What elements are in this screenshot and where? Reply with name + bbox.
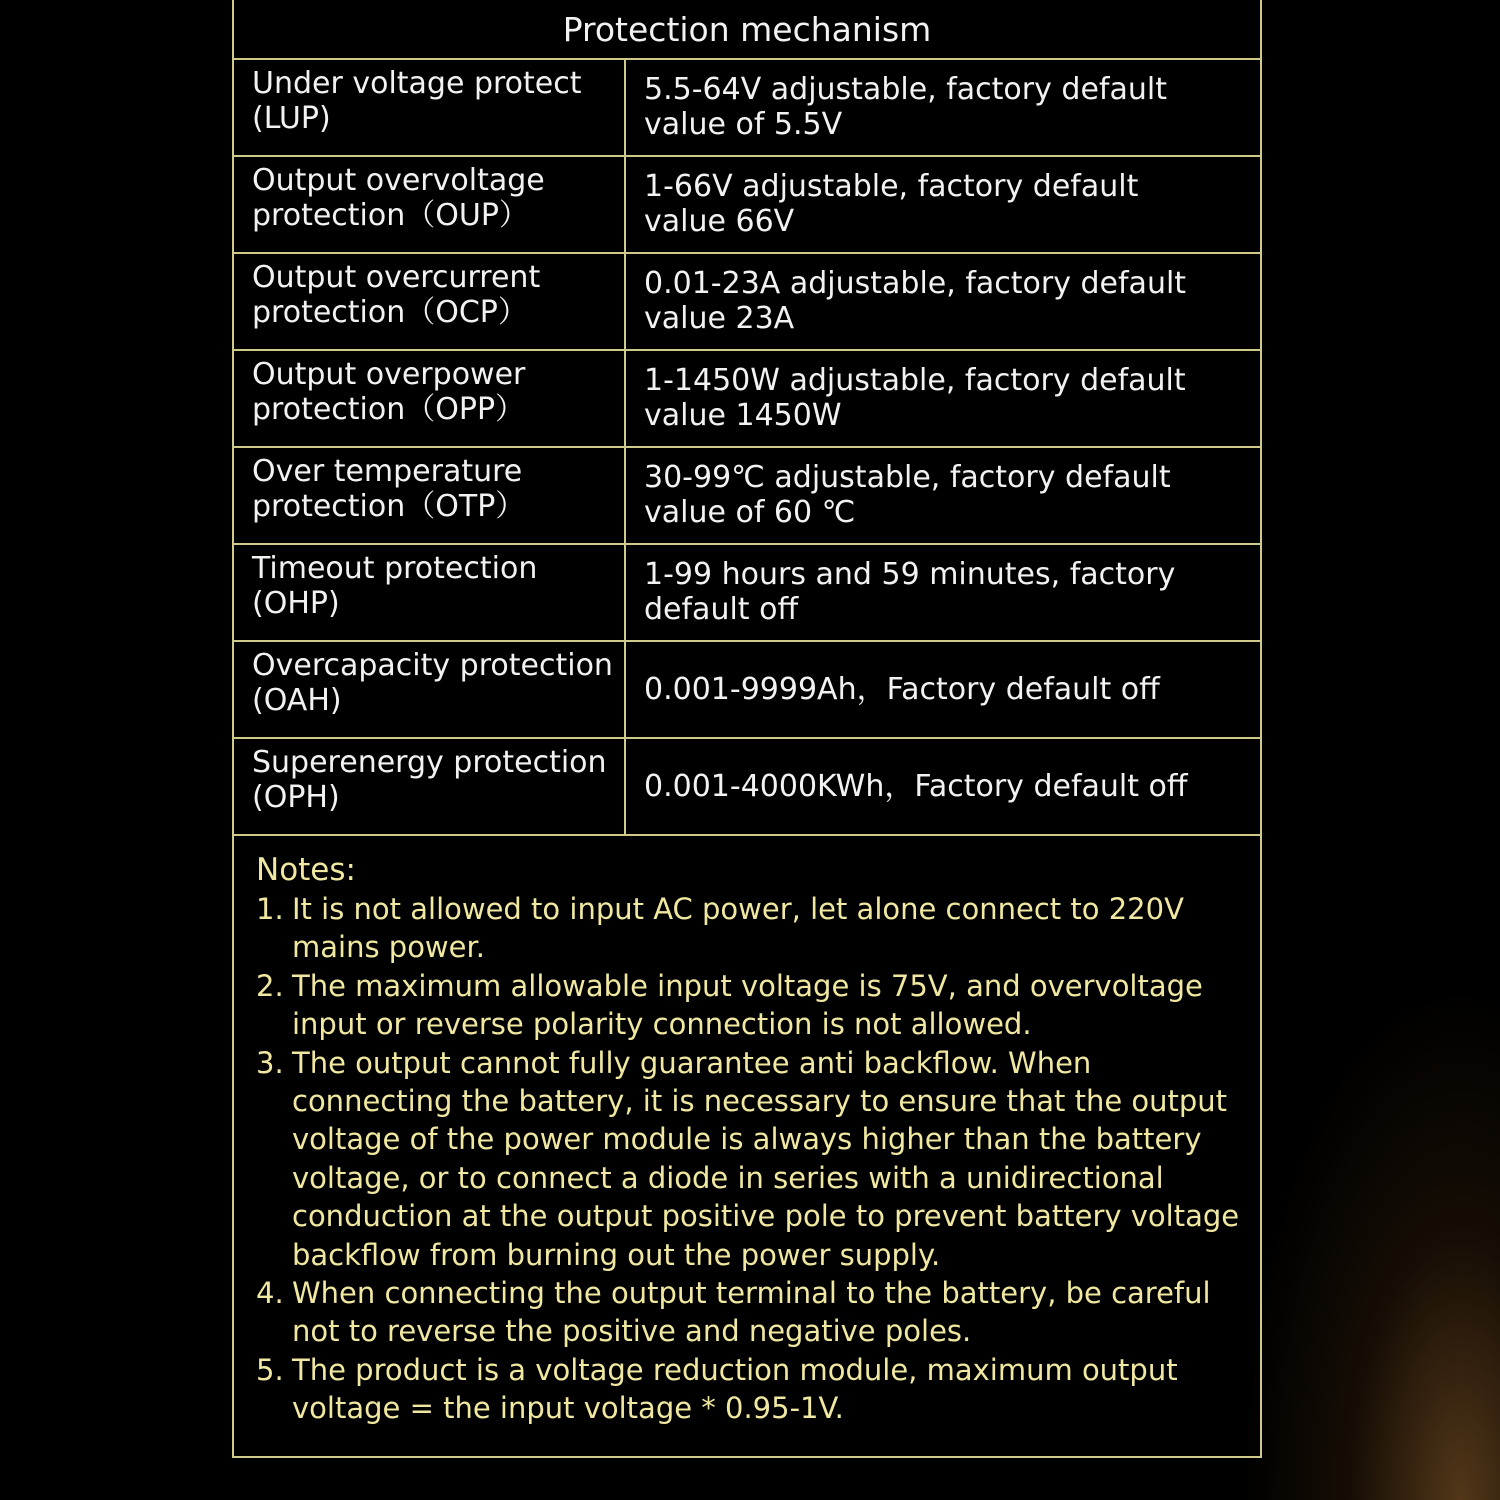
note-item	[256, 1274, 1240, 1351]
protection-value-cell: 0.001-9999Ah，Factory default off	[644, 672, 1160, 707]
note-number: 2.	[256, 968, 284, 1003]
protection-name-cell: Superenergy protection (OPH)	[234, 739, 626, 834]
note-number: 4.	[256, 1276, 284, 1311]
note-text: The maximum allowable input voltage is 75V, and overvoltage input or reverse polarity connection is not allowed.	[292, 968, 1203, 1042]
table-row	[234, 60, 1260, 157]
protection-name-cell: Output overcurrent protection（OCP）	[234, 254, 626, 349]
note-number: 1.	[256, 892, 284, 926]
note-text: The output cannot fully guarantee anti backflow. When connecting the battery, it is necessary to ensure that the output voltage of the power module is always higher than the battery voltage, or to connect a diode in series with a unidirectional conduction at the output positive pole to prevent battery voltage backflow from burning out the power supply.	[292, 1045, 1240, 1272]
table-row	[234, 351, 1260, 448]
protection-name-cell: Under voltage protect (LUP)	[234, 60, 626, 155]
notes-section	[234, 836, 1260, 1428]
protection-value-cell: 30-99℃ adjustable, factory default value of 60 ℃	[644, 460, 1171, 530]
protection-value-cell: 0.01-23A adjustable, factory default value 23A	[644, 266, 1187, 336]
background-glow	[1240, 980, 1500, 1500]
protection-value-cell: 0.001-4000KWh，Factory default off	[644, 769, 1188, 804]
protection-name-cell: Timeout protection (OHP)	[234, 545, 626, 640]
protection-value-cell: 1-1450W adjustable, factory default value 1450W	[644, 363, 1186, 433]
note-item	[256, 1351, 1240, 1428]
note-number: 5.	[256, 1352, 284, 1387]
note-text: It is not allowed to input AC power, let alone connect to 220V mains power.	[292, 892, 1184, 965]
protection-value-cell: 1-66V adjustable, factory default value 66V	[644, 169, 1139, 239]
table-row	[234, 642, 1260, 739]
note-item	[256, 1044, 1240, 1274]
protection-value-cell: 1-99 hours and 59 minutes, factory default off	[644, 557, 1176, 627]
protection-name-cell: Output overvoltage protection（OUP）	[234, 157, 626, 252]
note-text: The product is a voltage reduction module, maximum output voltage = the input voltage * 0.95-1V.	[292, 1352, 1178, 1426]
protection-value-cell: 5.5-64V adjustable, factory default value of 5.5V	[644, 72, 1167, 142]
notes-heading: Notes:	[256, 852, 356, 888]
protection-spec-sheet	[232, 0, 1262, 1458]
notes-list	[256, 890, 1240, 1428]
table-row	[234, 254, 1260, 351]
protection-name-cell: Output overpower protection（OPP）	[234, 351, 626, 446]
note-item	[256, 890, 1240, 967]
table-row	[234, 448, 1260, 545]
note-item	[256, 967, 1240, 1044]
table-title: Protection mechanism	[234, 0, 1260, 60]
protection-name-cell: Over temperature protection（OTP）	[234, 448, 626, 543]
table-row	[234, 739, 1260, 836]
protection-name-cell: Overcapacity protection (OAH)	[234, 642, 626, 737]
table-row	[234, 545, 1260, 642]
table-row	[234, 157, 1260, 254]
note-number: 3.	[256, 1045, 284, 1080]
note-text: When connecting the output terminal to the battery, be careful not to reverse the positive and negative poles.	[292, 1276, 1211, 1349]
